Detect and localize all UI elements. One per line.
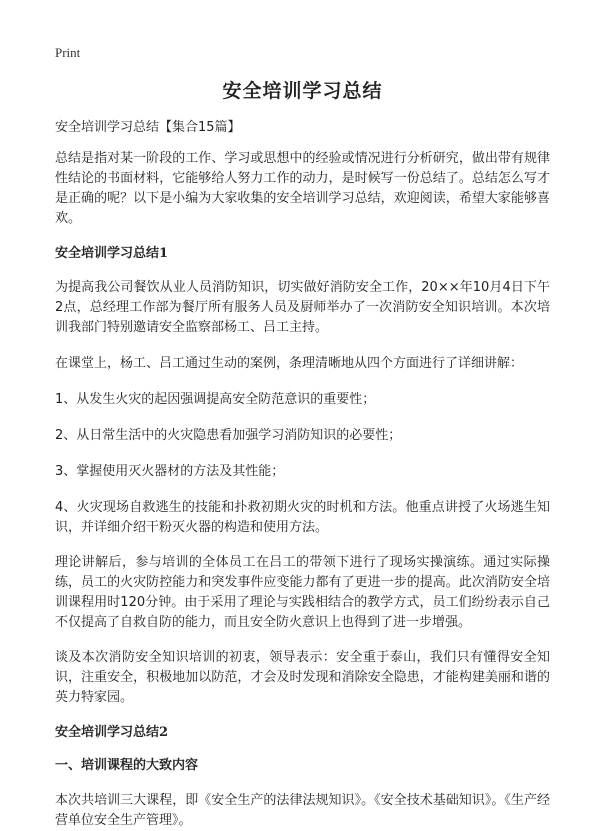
section1-paragraph: 为提高我公司餐饮从业人员消防知识，切实做好消防安全工作，20××年10月4日下午2点，总经理工作部为餐厅所有服务人员及厨师举办了一次消防安全知识培训。本次培训我部门特别邀请安全监察部杨工、吕工主持。 — [55, 280, 550, 335]
section1-paragraph: 在课堂上，杨工、吕工通过生动的案例，条理清晰地从四个方面进行了详细讲解： — [55, 356, 524, 371]
section1-paragraph: 理论讲解后，参与培训的全体员工在吕工的带领下进行了现场实操演练。通过实际操练，员工的火灾防控能力和突发事件应变能力都有了更进一步的提高。此次消防安全培训课程用时120分钟。由于采用了理论与实践相结合的教学方式，员工们纷纷表示自己不仅提高了自救自防的能力，而且安全防火意识上也得到了进一步增强。 — [55, 555, 550, 630]
page-title: 安全培训学习总结 — [222, 80, 383, 102]
section1-list-item: 1、从发生火灾的起因强调提高安全防范意识的重要性； — [55, 392, 376, 407]
section1-paragraph: 谈及本次消防安全知识培训的初衷，领导表示：安全重于泰山，我们只有懂得安全知识，注重安全，积极地加以防范，才会及时发现和消除安全隐患，才能构建美丽和谐的英力特家园。 — [55, 650, 550, 705]
section2-subheading: 一、培训课程的大致内容 — [55, 758, 199, 773]
section-heading-2: 安全培训学习总结2 — [55, 725, 169, 740]
print-link[interactable]: Print — [55, 45, 81, 60]
section1-list-item: 2、从日常生活中的火灾隐患看加强学习消防知识的必要性； — [55, 428, 402, 443]
section2-paragraph: 本次共培训三大课程，即《安全生产的法律法规知识》。《安全技术基础知识》。《生产经营单位安全生产管理》。 — [55, 793, 550, 828]
document-subtitle: 安全培训学习总结【集合15篇】 — [55, 120, 241, 135]
document-content — [55, 78, 550, 831]
section1-list-item: 3、掌握使用灭火器材的方法及其性能； — [55, 464, 285, 479]
section-heading-1: 安全培训学习总结1 — [55, 246, 169, 261]
section1-list-item: 4、火灾现场自救逃生的技能和扑救初期火灾的时机和方法。他重点讲授了火场逃生知识，并详细介绍干粉灭火器的构造和使用方法。 — [55, 500, 550, 535]
intro-paragraph: 总结是指对某一阶段的工作、学习或思想中的经验或情况进行分析研究，做出带有规律性结论的书面材料，它能够给人努力工作的动力，是时候写一份总结了。总结怎么写才是正确的呢？以下是小编为大家收集的安全培训学习总结，欢迎阅读，希望大家能够喜欢。 — [55, 151, 550, 226]
